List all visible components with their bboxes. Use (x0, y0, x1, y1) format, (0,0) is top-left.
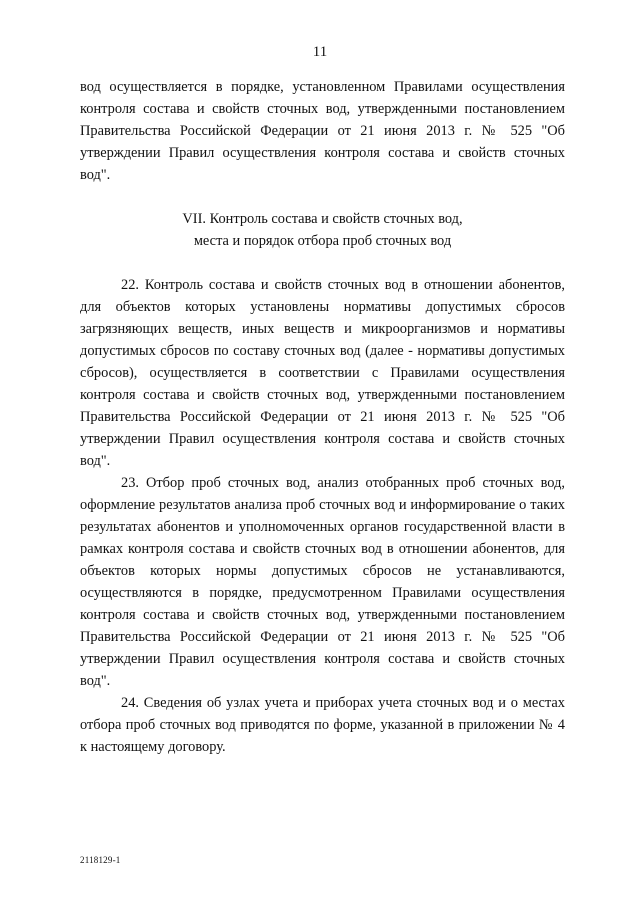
footer-document-code: 2118129-1 (80, 855, 121, 865)
page-number: 11 (312, 44, 328, 60)
document-body (80, 76, 565, 758)
paragraph-24: 24. Сведения об узлах учета и приборах учета сточных вод и о местах отбора проб сточных вод приводятся по форме, указанной в приложении № 4 к настоящему договору. (80, 695, 565, 755)
section-heading (80, 208, 565, 252)
paragraph-23: 23. Отбор проб сточных вод, анализ отобранных проб сточных вод, оформление результатов анализа проб сточных вод и информирование о таких результатах абонентов и уполномоченных органов государственной власти в рамках контроля состава и свойств сточных вод в отношении абонентов, для объектов которых нормы допустимых сбросов не устанавливаются, осуществляются в порядке, предусмотренном Правилами осуществления контроля состава и свойств сточных вод, утвержденными постановлением Правительства Российской Федерации от 21 июня 2013 г. № 525 "Об утверждении Правил осуществления контроля состава и свойств сточных вод". (80, 475, 565, 689)
continuation-paragraph: вод осуществляется в порядке, установленном Правилами осуществления контроля состава и свойств сточных вод, утвержденными постановлением Правительства Российской Федерации от 21 июня 2013 г. № 525 "Об утверждении Правил осуществления контроля состава и свойств сточных вод". (80, 79, 565, 183)
section-heading-line-2: места и порядок отбора проб сточных вод (193, 233, 452, 249)
paragraph-22: 22. Контроль состава и свойств сточных вод в отношении абонентов, для объектов которых установлены нормативы допустимых сбросов загрязняющих веществ, иных веществ и микроорганизмов и нормативы допустимых сбросов по составу сточных вод (далее - нормативы допустимых сбросов), осуществляется в соответствии с Правилами осуществления контроля состава и свойств сточных вод, утвержденными постановлением Правительства Российской Федерации от 21 июня 2013 г. № 525 "Об утверждении Правил осуществления контроля состава и свойств сточных вод". (80, 277, 565, 469)
section-heading-line-1: VII. Контроль состава и свойств сточных вод, (182, 211, 463, 227)
